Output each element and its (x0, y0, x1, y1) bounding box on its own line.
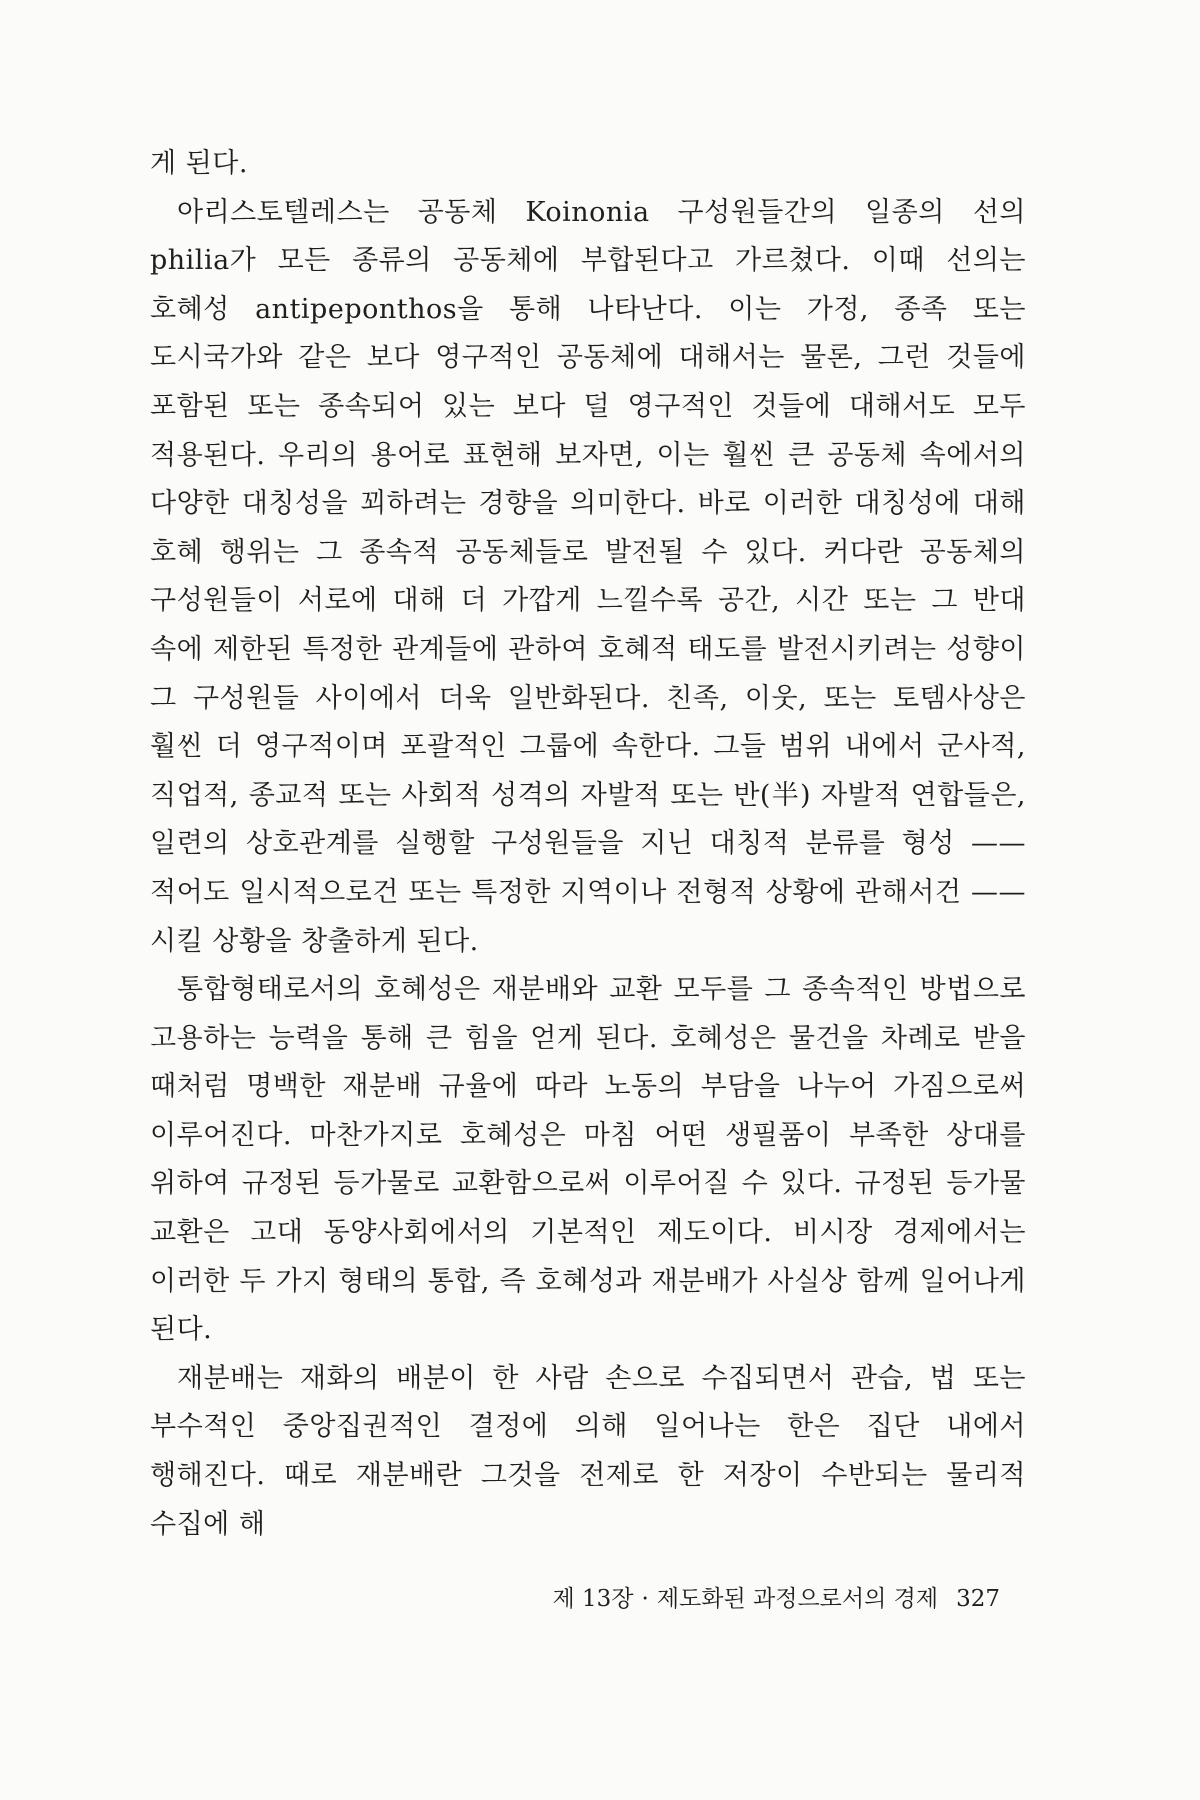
footer-chapter: 제 13장 (552, 1586, 634, 1612)
paragraph-reciprocity-integration: 통합형태로서의 호혜성은 재분배와 교환 모두를 그 종속적인 방법으로 고용하는 능력을 통해 큰 힘을 얻게 된다. 호혜성은 물건을 차례로 받을 때처럼 명백한 재분배 규율에 따라 노동의 부담을 나누어 가짐으로써 이루어진다. 마찬가지로 호혜성은 마침 어떤 생필품이 부족한 상대를 위하여 규정된 등가물로 교환함으로써 이루어질 수 있다. 규정된 등가물 교환은 고대 동양사회에서의 기본적인 제도이다. 비시장 경제에서는 이러한 두 가지 형태의 통합, 즉 호혜성과 재분배가 사실상 함께 일어나게 된다. (150, 974, 1026, 1346)
footer-title: 제도화된 과정으로서의 경제 (656, 1586, 939, 1612)
paragraph-aristotle-reciprocity: 아리스토텔레스는 공동체 Koinonia 구성원들간의 일종의 선의 philia가 모든 종류의 공동체에 부합된다고 가르쳤다. 이때 선의는 호혜성 antipeponthos을 통해 나타난다. 이는 가정, 종족 또는 도시국가와 같은 보다 영구적인 공동체에 대해서는 물론, 그런 것들에 포함된 또는 종속되어 있는 보다 덜 영구적인 것들에 대해서도 모두 적용된다. 우리의 용어로 표현해 보자면, 이는 훨씬 큰 공동체 속에서의 다양한 대칭성을 꾀하려는 경향을 의미한다. 바로 이러한 대칭성에 대해 호혜 행위는 그 종속적 공동체들로 발전될 수 있다. 커다란 공동체의 구성원들이 서로에 대해 더 가깝게 느낄수록 공간, 시간 또는 그 반대 속에 제한된 특정한 관계들에 관하여 호혜적 태도를 발전시키려는 성향이 그 구성원들 사이에서 더욱 일반화된다. 친족, 이웃, 또는 토템사상은 훨씬 더 영구적이며 포괄적인 그룹에 속한다. 그들 범위 내에서 군사적, 직업적, 종교적 또는 사회적 성격의 자발적 또는 반(半) 자발적 연합들은, 일련의 상호관계를 실행할 구성원들을 지닌 대칭적 분류를 형성 —— 적어도 일시적으로건 또는 특정한 지역이나 전형적 상황에 관해서건 —— 시킬 상황을 창출하게 된다. (150, 196, 1026, 957)
paragraph-continuation: 게 된다. (150, 148, 248, 179)
paragraph-redistribution: 재분배는 재화의 배분이 한 사람 손으로 수집되면서 관습, 법 또는 부수적인 중앙집권적인 결정에 의해 일어나는 한은 집단 내에서 행해진다. 때로 재분배란 그것을 전제로 한 저장이 수반되는 물리적 수집에 해 (150, 1362, 1026, 1540)
running-footer (0, 1581, 1200, 1617)
body-text (150, 140, 1026, 1549)
page-number: 327 (956, 1586, 1000, 1612)
footer-separator: · (641, 1586, 649, 1612)
